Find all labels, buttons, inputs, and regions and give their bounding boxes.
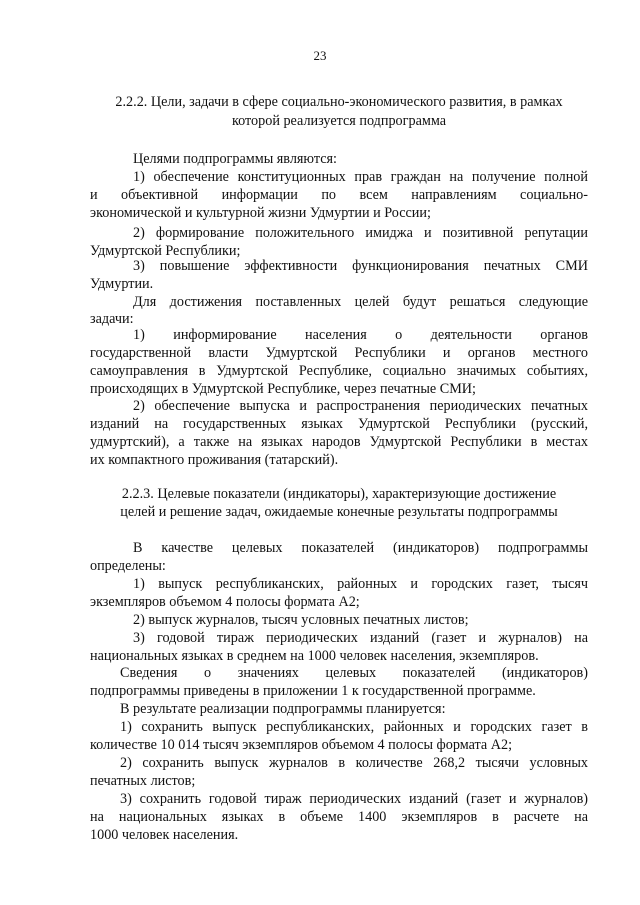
page-number: 23 xyxy=(313,48,327,63)
paragraph-line: самоуправления в Удмуртской Республике, социально значимых событиях, xyxy=(90,363,588,379)
paragraph-line: 3) годовой тираж периодических изданий (газет и журналов) на xyxy=(133,630,588,646)
section-2-2-2-heading-line-1: 2.2.2. Цели, задачи в сфере социально-экономического развития, в рамках xyxy=(115,94,563,110)
paragraph-line: Сведения о значениях целевых показателей (индикаторов) xyxy=(120,665,588,681)
paragraph-line: 1) информирование населения о деятельности органов xyxy=(133,327,588,343)
paragraph-line: 1) обеспечение конституционных прав граждан на получение полной xyxy=(133,169,588,185)
paragraph-line: подпрограммы приведены в приложении 1 к государственной программе. xyxy=(90,683,536,699)
section-2-2-2-heading-line-2: которой реализуется подпрограмма xyxy=(231,113,447,129)
section-2-2-3-heading-line-1: 2.2.3. Целевые показатели (индикаторы), характеризующие достижение xyxy=(121,486,557,502)
paragraph-line: 3) сохранить годовой тираж периодических изданий (газет и журналов) xyxy=(120,791,588,807)
paragraph-line: Удмуртии. xyxy=(90,276,154,292)
paragraph-line: 1000 человек населения. xyxy=(90,827,239,843)
paragraph-line: и объективной информации по всем направлениям социально- xyxy=(90,187,588,203)
paragraph-line: государственной власти Удмуртской Республики и органов местного xyxy=(90,345,588,361)
paragraph-line: количестве 10 014 тысяч экземпляров объемом 4 полосы формата А2; xyxy=(90,737,513,753)
paragraph-line: В качестве целевых показателей (индикаторов) подпрограммы xyxy=(133,540,588,556)
paragraph-line: изданий на государственных языках Удмуртской Республики (русский, xyxy=(90,416,588,432)
paragraph-line: экономической и культурной жизни Удмуртии и России; xyxy=(90,205,431,221)
paragraph-line: 2) обеспечение выпуска и распространения периодических печатных xyxy=(133,398,588,414)
paragraph-line: 1) сохранить выпуск республиканских, районных и городских газет в xyxy=(120,719,588,735)
section-2-2-3-heading-line-2: целей и решение задач, ожидаемые конечные результаты подпрограммы xyxy=(120,504,558,520)
paragraph-line: определены: xyxy=(90,558,166,574)
paragraph-line: Целями подпрограммы являются: xyxy=(133,151,337,167)
paragraph-line: происходящих в Удмуртской Республике, через печатные СМИ; xyxy=(90,381,476,397)
paragraph-line: Для достижения поставленных целей будут решаться следующие xyxy=(133,294,588,310)
paragraph-line: их компактного проживания (татарский). xyxy=(90,452,339,468)
paragraph-line: 3) повышение эффективности функционирования печатных СМИ xyxy=(133,258,588,274)
paragraph-line: национальных языках в среднем на 1000 человек населения, экземпляров. xyxy=(90,648,539,664)
paragraph-line: экземпляров объемом 4 полосы формата А2; xyxy=(90,594,360,610)
paragraph-line: Удмуртской Республики; xyxy=(90,243,241,259)
paragraph-line: удмуртский), а также на языках народов Удмуртской Республики в местах xyxy=(90,434,588,450)
paragraph-line: задачи: xyxy=(90,311,134,327)
paragraph-line: 2) выпуск журналов, тысяч условных печатных листов; xyxy=(133,612,469,628)
paragraph-line: 2) формирование положительного имиджа и позитивной репутации xyxy=(133,225,588,241)
paragraph-line: В результате реализации подпрограммы планируется: xyxy=(120,701,446,717)
paragraph-line: 2) сохранить выпуск журналов в количестве 268,2 тысячи условных xyxy=(120,755,588,771)
paragraph-line: на национальных языках в объеме 1400 экземпляров в расчете на xyxy=(90,809,588,825)
paragraph-line: 1) выпуск республиканских, районных и городских газет, тысяч xyxy=(133,576,588,592)
paragraph-line: печатных листов; xyxy=(90,773,196,789)
